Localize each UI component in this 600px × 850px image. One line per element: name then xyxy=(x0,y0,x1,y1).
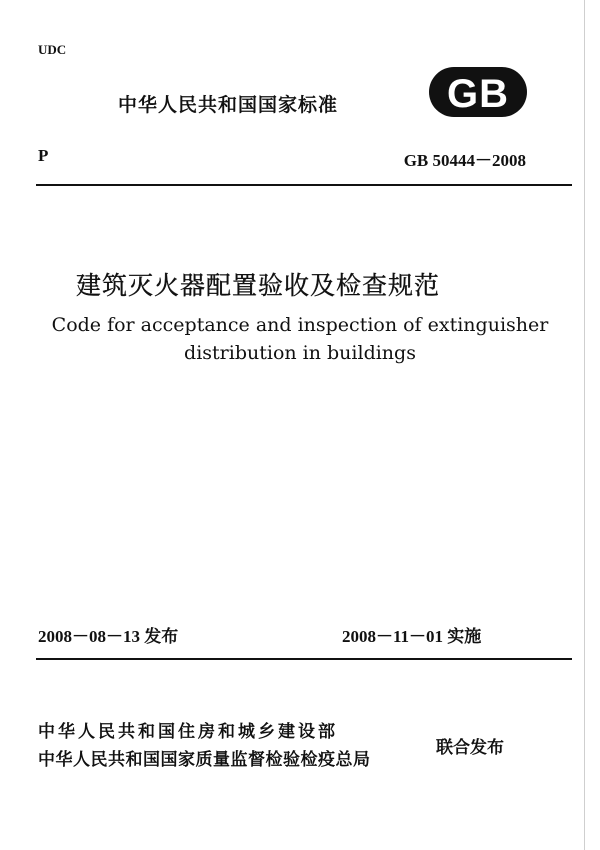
gb-logo xyxy=(428,66,528,118)
joint-issue-label: 联合发布 xyxy=(436,738,504,758)
standard-type: 中华人民共和国国家标准 xyxy=(118,94,339,116)
scan-edge-line xyxy=(584,0,585,850)
gb-logo-text: GB xyxy=(447,72,509,116)
category-code: P xyxy=(38,146,49,165)
title-english-line2: distribution in buildings xyxy=(184,342,416,364)
issue-date: 2008－08－13 发布 xyxy=(38,627,179,646)
footer-divider xyxy=(36,658,572,660)
udc-label: UDC xyxy=(38,42,67,57)
title-chinese: 建筑灭火器配置验收及检查规范 xyxy=(76,271,441,300)
implementation-date: 2008－11－01 实施 xyxy=(342,627,482,646)
header-divider xyxy=(36,184,572,186)
title-english-line1: Code for acceptance and inspection of extinguisher xyxy=(51,314,549,336)
issuer-aqsiq: 中华人民共和国国家质量监督检验检疫总局 xyxy=(38,750,371,770)
issuer-moh: 中华人民共和国住房和城乡建设部 xyxy=(38,722,338,742)
standard-number: GB 50444－2008 xyxy=(403,151,526,170)
